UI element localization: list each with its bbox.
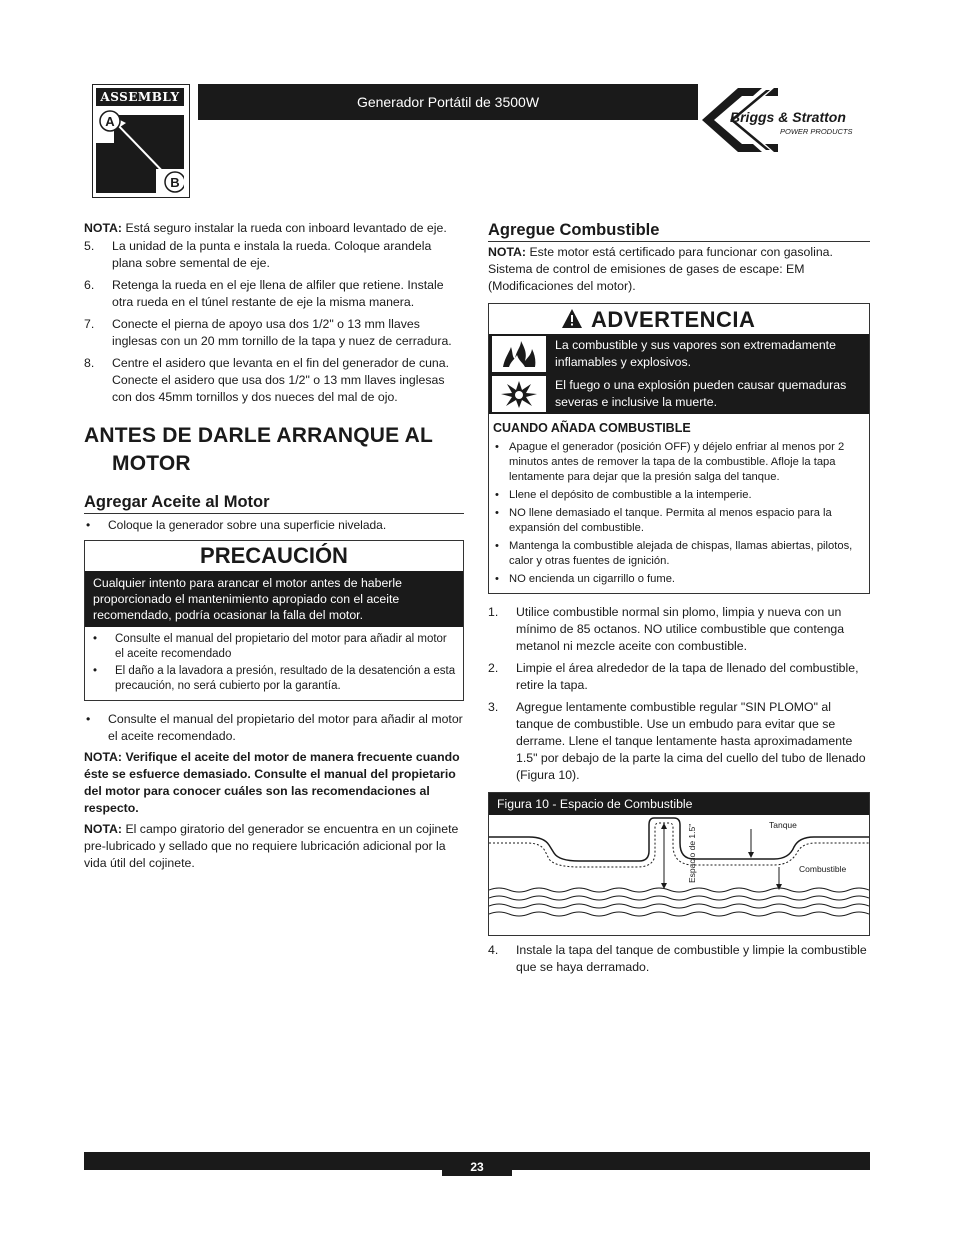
right-column — [488, 222, 870, 976]
note-bearing: NOTA: El campo giratorio del generador se encuentra en un cojinete pre-lubricado y sellado que no requiere lubricación adicional por la vida útil del cojinete. — [84, 822, 459, 870]
warning-triangle-icon — [561, 308, 583, 330]
left-column — [84, 220, 464, 872]
list-item: • Coloque la generador sobre una superficie nivelada. — [86, 518, 387, 532]
briggs-stratton-logo — [700, 86, 870, 154]
note-oil-check: NOTA: Verifique el aceite del motor de manera frecuente cuando éste se esfuerce demasiado. Consulte el manual del propietario del motor para conocer cuáles son las recomendaciones al respecto. — [84, 750, 460, 815]
caution-title: PRECAUCIÓN — [200, 543, 348, 568]
document-title: Generador Portátil de 3500W — [198, 84, 698, 120]
list-item: 3. Agregue lentamente combustible regular "SIN PLOMO" al tanque de combustible. Use un embudo para evitar que se derrame. Llene el tanque lentamente hasta aproximadamente 1.5" por debajo de la parte la cima del cuello del tubo de llenado (Figura 10). — [488, 700, 866, 782]
note-emissions: NOTA: Este motor está certificado para funcionar con gasolina. Sistema de control de emisiones de gases de escape: EM (Modificaciones del motor). — [488, 245, 833, 293]
fire-icon — [499, 339, 539, 369]
list-item: • NO llene demasiado el tanque. Permita al menos espacio para la expansión del combustible. — [495, 507, 832, 534]
assembly-label: ASSEMBLY — [96, 88, 184, 106]
list-item: 1. Utilice combustible normal sin plomo, limpia y nueva con un mínimo de 85 octanos. NO utilice combustible que contenga metanol ni mezcle aceite con combustible. — [488, 605, 845, 653]
page-number: 23 — [442, 1152, 512, 1176]
list-item: • Llene el depósito de combustible a la intemperie. — [495, 489, 752, 501]
list-item: • NO encienda un cigarrillo o fume. — [495, 573, 676, 585]
assembly-badge — [92, 84, 190, 198]
fuel-tank-diagram — [489, 815, 869, 933]
warning-title: ADVERTENCIA — [591, 306, 756, 332]
subsection-title-oil: Agregar Aceite al Motor — [84, 494, 464, 514]
warning-flammable-text: La combustible y sus vapores son extremadamente inflamables y explosivos. — [555, 338, 836, 369]
list-item: 4. Instale la tapa del tanque de combustible y limpie la combustible que se haya derramado. — [488, 943, 867, 974]
brand-subtitle: POWER PRODUCTS — [780, 127, 853, 136]
point-b-label: B — [170, 175, 180, 190]
list-item: 8. Centre el asidero que levanta en el fin del generador de cuna. Conecte el asidero que usa dos 1/2" o 13 mm llaves inglesas con dos 45mm tornillos y dos nueces del mal de ojo. — [84, 356, 450, 404]
fuel-label: Combustible — [799, 864, 847, 874]
tank-label: Tanque — [769, 820, 797, 830]
point-a-label: A — [105, 114, 115, 129]
warning-burn-text: El fuego o una explosión pueden causar quemaduras severas e inclusive la muerte. — [555, 378, 847, 409]
warning-box — [488, 303, 870, 594]
section-title: ANTES DE DARLE ARRANQUE AL MOTOR — [84, 424, 433, 475]
space-label: Espacio de 1.5" — [687, 823, 697, 883]
brand-name: Briggs & Stratton — [730, 109, 846, 125]
list-item: 2. Limpie el área alrededor de la tapa de llenado del combustible, retire la tapa. — [488, 661, 859, 692]
figure-caption: Figura 10 - Espacio de Combustible — [489, 793, 869, 815]
list-item: • Consulte el manual del propietario del motor para añadir al motor el aceite recomendado — [93, 633, 447, 660]
note-wheel: NOTA: Está seguro instalar la rueda con inboard levantado de eje. — [84, 221, 447, 235]
list-item: 5. La unidad de la punta e instala la rueda. Coloque arandela plana sobre semental de eje. — [84, 239, 432, 270]
list-item: • Consulte el manual del propietario del motor para añadir al motor el aceite recomendado. — [86, 712, 463, 743]
assembly-diagram-icon — [96, 109, 184, 193]
caution-box — [84, 540, 464, 701]
explosion-icon — [499, 379, 539, 409]
list-item: 6. Retenga la rueda en el eje llena de alfiler que retiene. Instale otra rueda en el túnel restante de eje la misma manera. — [84, 278, 444, 309]
figure-fuel-space — [488, 792, 870, 936]
warning-section-title: CUANDO AÑADA COMBUSTIBLE — [493, 421, 691, 435]
list-item: • El daño a la lavadora a presión, resultado de la desatención a esta precaución, no será cubierto por la garantía. — [93, 665, 456, 692]
list-item: 7. Conecte el pierna de apoyo usa dos 1/2" o 13 mm llaves inglesas con un 20 mm tornillo de la tapa y nuez de cerradura. — [84, 317, 452, 348]
subsection-title-fuel: Agregue Combustible — [488, 222, 870, 242]
list-item: • Apague el generador (posición OFF) y déjelo enfriar al menos por 2 minutos antes de remover la tapa de la combustible. Afloje la tapa lentamente para dejar que la presión salga del tanque. — [495, 441, 845, 483]
caution-text: Cualquier intento para arancar el motor antes de haberle proporcionado el mantenimiento apropiado con el aceite recomendado, podría ocasionar la falla del motor. — [85, 571, 463, 627]
list-item: • Mantenga la combustible alejada de chispas, llamas abiertas, pilotos, calor y otras fuentes de ignición. — [495, 540, 853, 567]
